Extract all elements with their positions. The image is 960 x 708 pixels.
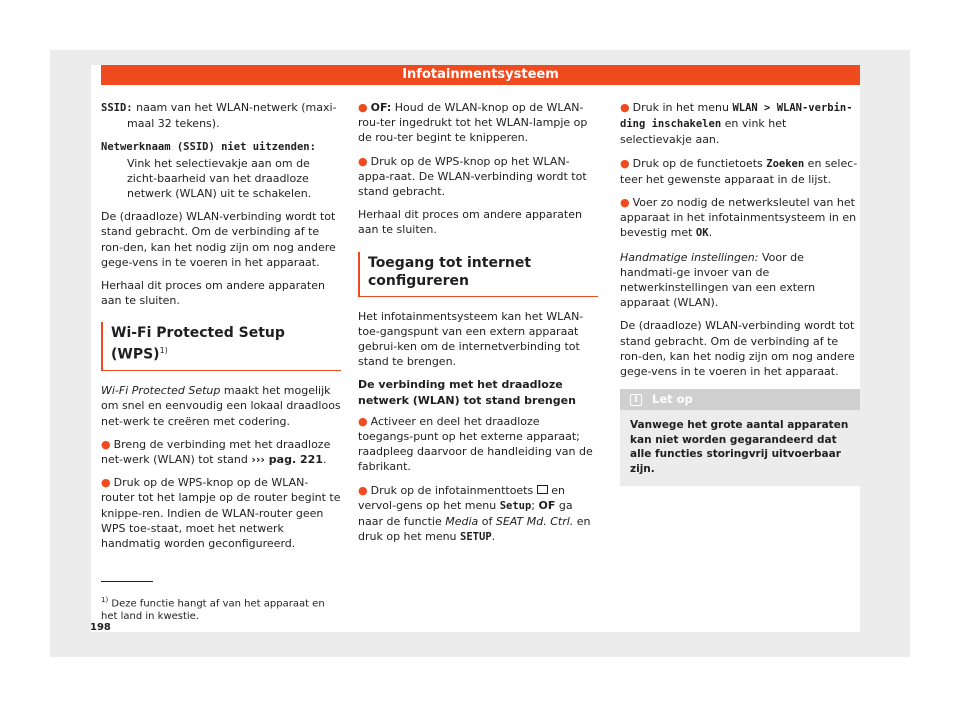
bullet-end: . [708,226,713,240]
bullet-icon: ● [620,101,630,114]
bullet-end: . [322,452,327,466]
ok-key: OK [695,227,709,240]
manual-settings-term: Handmatige instellingen: [620,250,759,264]
seat-function: SEAT Md. Ctrl. [495,515,574,529]
paragraph: Herhaal dit proces om andere apparaten aan te sluiten. [358,208,582,237]
ssid-term: SSID: [101,102,133,114]
footnote-ref: 1) [159,346,168,356]
column-3 [620,100,860,486]
footnote-text: Deze functie hangt af van het apparaat en het land in kwestie. [101,598,325,623]
hide-ssid-desc: Vink het selectievakje aan om de zicht-baarheid van het draadloze netwerk (WLAN) uit te schakelen. [127,156,312,201]
bullet-end: . [491,530,496,544]
or-label: OF [538,498,556,512]
bullet-text: Druk op de WPS-knop op het WLAN-appa-raat. De WLAN-verbinding wordt tot stand gebracht. [358,154,587,199]
bullet-text: ga naar de functie [358,498,573,529]
ssid-definition [101,100,341,131]
wps-intro [101,383,341,429]
note-title: Let op [652,392,693,407]
wps-intro-italic: Wi-Fi Protected Setup [101,384,221,398]
media-function: Media [445,515,479,529]
subheading: De verbinding met het draadloze netwerk (WLAN) tot stand brengen [358,378,576,407]
bullet-item [101,437,341,467]
paragraph: De (draadloze) WLAN-verbinding wordt tot stand gebracht. Om de verbinding af te ron-den, kan het nodig zijn om nog andere gege-vens in te voeren in het apparaat. [101,210,336,269]
bullet-text: Voer zo nodig de netwerksleutel van het apparaat in het infotainmentsysteem in en bevestig met [620,196,857,240]
bullet-item [358,414,598,475]
bullet-text: en vervol-gens op het menu [358,483,565,512]
bullet-text: Activeer en deel het draadloze toegangs-punt op het externe apparaat; raadpleeg daarvoor de handleiding van de fabrikant. [358,414,593,474]
hide-ssid-definition [101,139,341,201]
paragraph: Herhaal dit proces om andere apparaten aan te sluiten. [101,279,325,308]
page-reference-link[interactable]: ››› pag. 221 [251,452,323,466]
section-title-internet: Toegang tot internet configureren [358,252,598,297]
paragraph: Het infotainmentsysteem kan het WLAN-toe-gangspunt van een extern apparaat gebrui-ken om de internetverbinding tot stand te brengen. [358,309,584,369]
bullet-icon: ● [358,154,368,168]
bullet-text: en vink het selectievakje aan. [620,117,787,147]
setup-menu-caps: SETUP [460,531,492,544]
section-title-wps [101,322,341,371]
bullet-icon: ● [620,156,630,170]
wlan-menu-path: WLAN > WLAN-verbin-ding inschakelen [620,102,853,131]
bullet-text: Houd de WLAN-knop op de WLAN-rou-ter ingedrukt tot het WLAN-lampje op de rou-ter begint te knipperen. [358,101,588,145]
bullet-icon: ● [358,101,368,114]
hide-ssid-term: Netwerknaam (SSID) niet uitzenden: [101,141,316,154]
bullet-item [101,475,341,551]
page-header: Infotainmentsysteem [101,65,860,85]
footnote-divider [101,581,153,582]
bullet-item [620,156,860,187]
manual-settings-definition [620,250,860,311]
note-body: Vanwege het grote aantal apparaten kan niet worden gegarandeerd dat alle functies storingvrij uitvoerbaar zijn. [630,419,849,475]
bullet-item [358,483,598,546]
footnote-mark: 1) [101,596,109,604]
bullet-item [358,100,598,146]
bullet-icon: ● [358,483,368,497]
note-box [620,389,860,486]
bullet-item [358,154,598,200]
bullet-item [620,100,860,148]
bullet-text: en selec-teer het gewenste apparaat in de lijst. [620,156,858,186]
column-1 [101,100,341,559]
bullet-text: Druk op de functietoets [632,156,767,170]
paragraph: De (draadloze) WLAN-verbinding wordt tot stand gebracht. Om de verbinding af te ron-den, kan het nodig zijn om nog andere gege-vens in te voeren in het apparaat. [620,319,855,379]
bullet-text: of [478,515,496,529]
bullet-item [620,195,860,242]
bullet-text: Druk op de WPS-knop op de WLAN-router tot het lampje op de router begint te knippe-ren. Indien de WLAN-router geen WPS toe-staat, moet het netwerk handmatig worden geconfigureerd. [101,476,341,550]
setup-menu: Setup [499,499,532,512]
footnote [101,594,341,623]
section-title-text: Wi-Fi Protected Setup (WPS) [111,325,285,364]
infotainment-key-icon [537,485,548,494]
page-number: 198 [90,622,111,633]
bullet-icon: ● [358,414,368,428]
bullet-text: Druk op de infotainmenttoets [370,483,537,497]
bullet-text: en druk op het menu [358,515,591,544]
info-icon: i [630,394,642,406]
ssid-desc: naam van het WLAN-netwerk (maxi-maal 32 tekens). [127,101,337,131]
note-header [620,389,860,410]
bullet-text: Breng de verbinding met het draadloze net-werk (WLAN) tot stand [101,437,331,466]
bullet-text: ; [531,498,539,512]
or-label: OF: [370,101,392,114]
wps-intro-text: maakt het mogelijk om snel en eenvoudig een lokaal draadloos net-werk te creëren met codering. [101,384,341,428]
column-2 [358,100,598,553]
bullet-text: Druk in het menu [632,101,733,114]
search-key: Zoeken [766,157,805,170]
bullet-icon: ● [101,437,111,451]
bullet-icon: ● [101,476,111,490]
bullet-icon: ● [620,196,630,210]
manual-settings-desc: Voor de handmati-ge invoer van de netwerkinstellingen van een extern apparaat (WLAN). [620,250,816,310]
